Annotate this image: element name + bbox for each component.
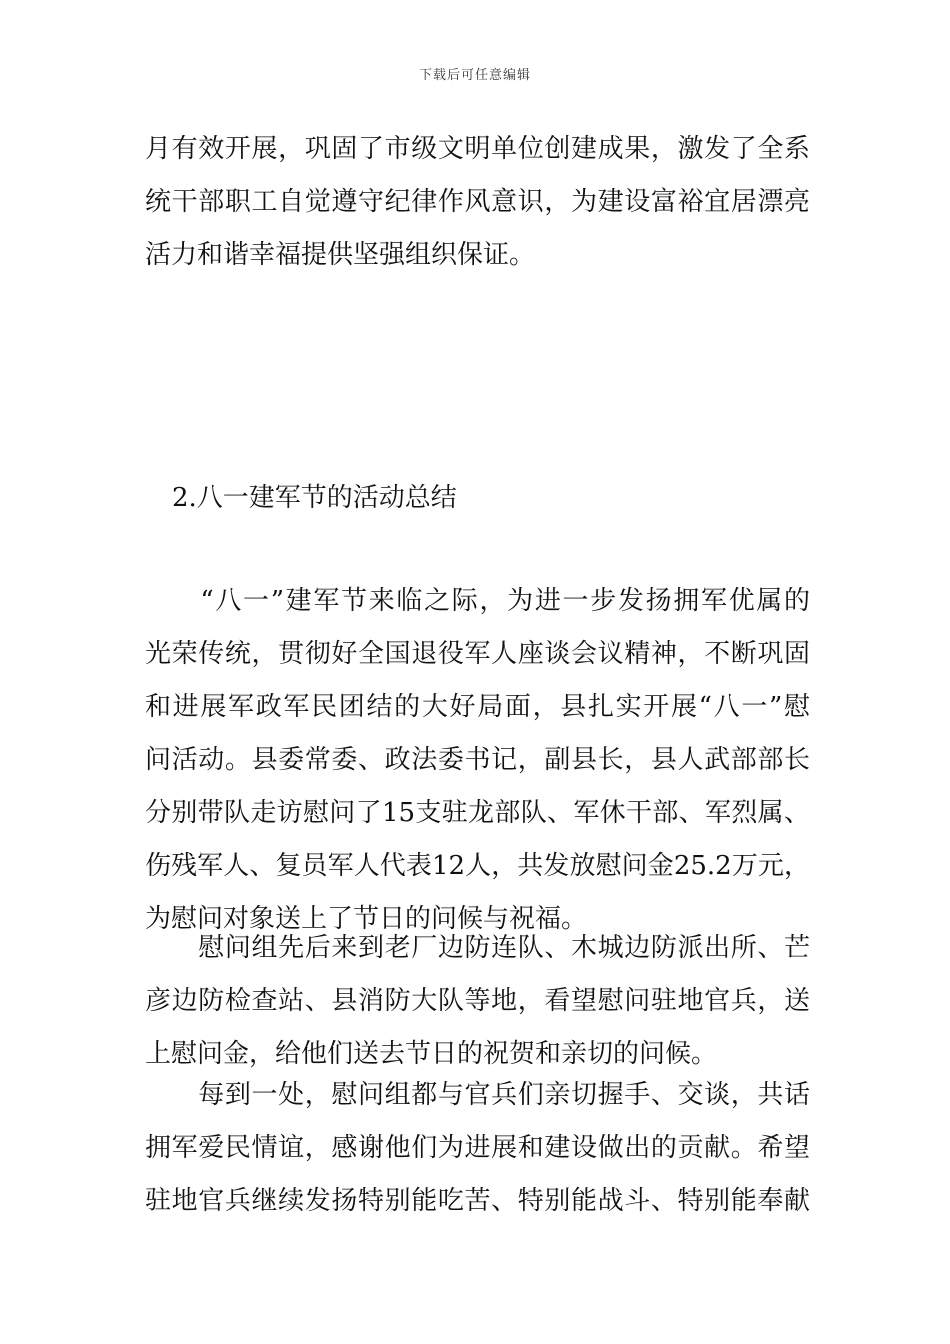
- paragraph-3: [145, 1069, 810, 1228]
- text-line: 和进展军政军民团结的大好局面，县扎实开展“八一”慰: [145, 692, 810, 722]
- section-heading: 2.八一建军节的活动总结: [172, 483, 457, 513]
- text-line: 光荣传统，贯彻好全国退役军人座谈会议精神，不断巩固: [145, 639, 810, 669]
- paragraph-1: [145, 575, 810, 946]
- text-line: 统干部职工自觉遵守纪律作风意识，为建设富裕宜居漂亮: [145, 187, 810, 217]
- text-line: 慰问组先后来到老厂边防连队、木城边防派出所、芒: [145, 933, 810, 963]
- text-line: 每到一处，慰问组都与官兵们亲切握手、交谈，共话: [145, 1080, 810, 1110]
- text-line: 活力和谐幸福提供坚强组织保证。: [145, 240, 536, 270]
- text-line: 驻地官兵继续发扬特别能吃苦、特别能战斗、特别能奉献: [145, 1186, 810, 1216]
- continuation-paragraph: [145, 123, 810, 282]
- page-header: 下载后可任意编辑: [418, 68, 531, 83]
- text-line: 拥军爱民情谊，感谢他们为进展和建设做出的贡献。希望: [145, 1133, 810, 1163]
- text-line: 上慰问金，给他们送去节日的祝贺和亲切的问候。: [145, 1039, 718, 1069]
- text-line: 伤残军人、复员军人代表12人，共发放慰问金25.2万元，: [145, 851, 810, 881]
- text-line: “八一”建军节来临之际，为进一步发扬拥军优属的: [145, 586, 810, 616]
- text-line: 月有效开展，巩固了市级文明单位创建成果，激发了全系: [145, 134, 810, 164]
- text-line: 分别带队走访慰问了15支驻龙部队、军休干部、军烈属、: [145, 798, 810, 828]
- paragraph-2: [145, 922, 810, 1081]
- text-line: 彦边防检查站、县消防大队等地，看望慰问驻地官兵，送: [145, 986, 810, 1016]
- text-line: 为慰问对象送上了节日的问候与祝福。: [145, 904, 588, 934]
- text-line: 问活动。县委常委、政法委书记，副县长，县人武部部长: [145, 745, 810, 775]
